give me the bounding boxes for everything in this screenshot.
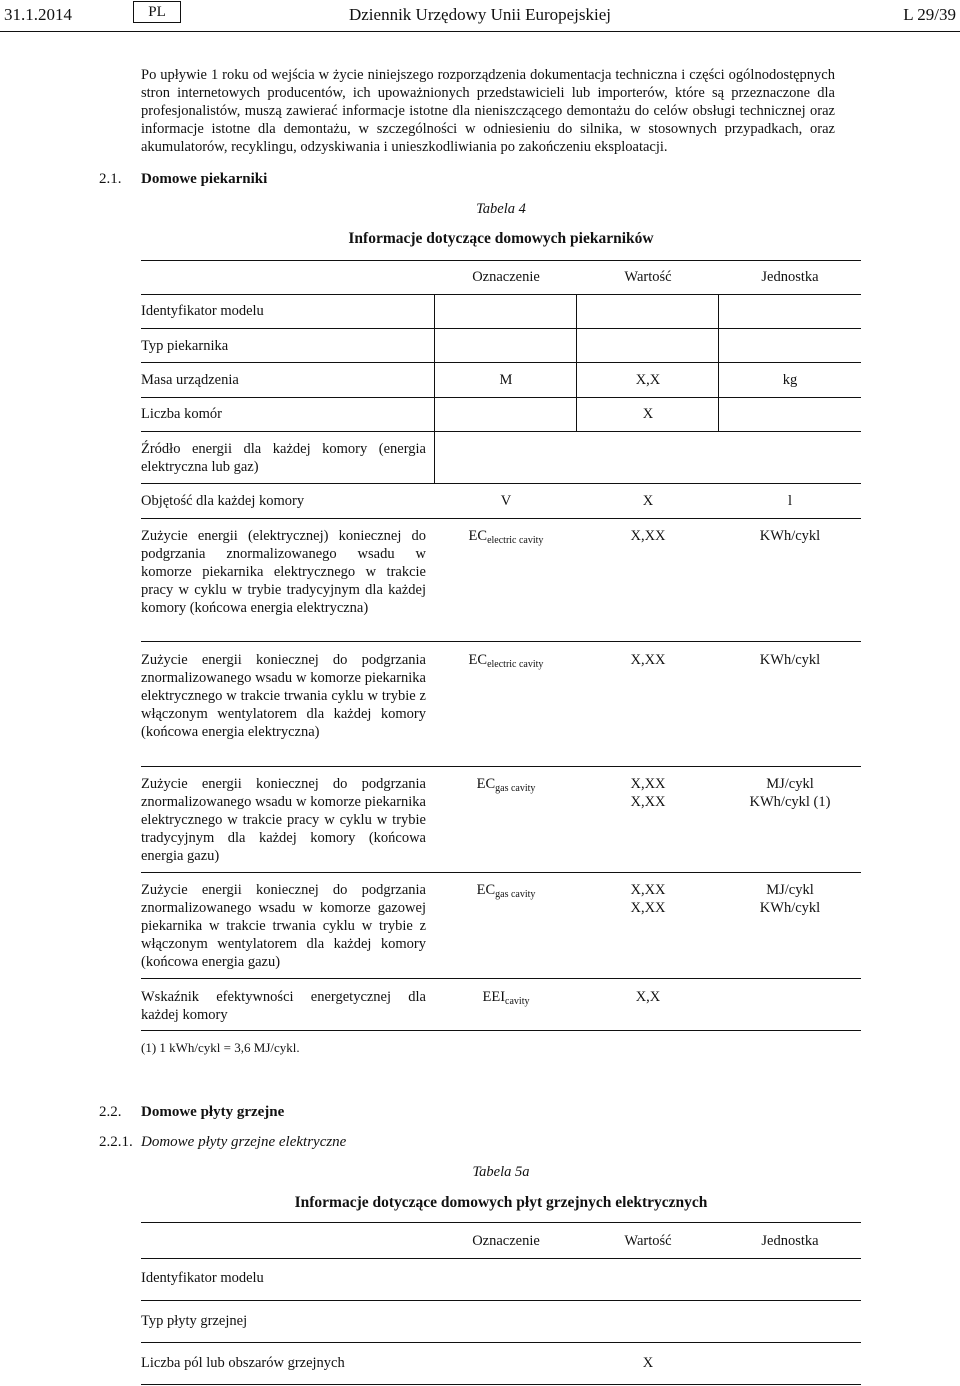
section-heading-2-2-1 [99,1134,346,1151]
symbol-main: EC [476,882,496,898]
table-rule [141,518,861,519]
table-column-rule [434,294,435,431]
row-label: Zużycie energii koniecznej do podgrzania znormalizowanego wsadu w komorze gazowej piekarnika w trakcie trwania cyklu w trybie z włączonym wentylatorem dla każdej komory (końcowa energia gazu) [141,882,426,970]
language-badge: PL [133,1,181,23]
row-unit-line: MJ/cykl [766,776,814,792]
table-rule [141,978,861,979]
table-rule [141,362,861,363]
unit-text: KWh/cykl [749,794,810,810]
symbol-main: EC [476,776,496,792]
table-rule [141,641,861,642]
table-rule [141,1222,861,1223]
row-value: X [642,406,654,422]
table-rule [141,1030,861,1031]
table-4-caption: Tabela 4 [476,201,526,217]
footnote-ref[interactable]: (1) [813,794,831,810]
row-value-line: X,XX [630,882,666,898]
table-rule [141,1342,861,1343]
row-unit: kg [782,372,798,388]
row-label: Identyfikator modelu [141,303,264,319]
row-symbol: M [499,372,513,388]
row-unit: KWh/cykl [759,528,821,544]
publication-date: 31.1.2014 [4,5,72,24]
table-rule [141,872,861,873]
table-rule [141,431,861,432]
section-title: Domowe płyty grzejne elektryczne [141,1134,347,1150]
row-value [578,775,718,811]
column-header-jednostka: Jednostka [761,1233,819,1249]
page-header [0,0,960,30]
row-label: Typ piekarnika [141,338,229,354]
row-value-line: X,XX [630,776,666,792]
row-label: Objętość dla każdej komory [141,493,305,509]
row-unit-line: MJ/cykl [766,882,814,898]
row-label: Zużycie energii (elektrycznej) koniecznej do podgrzania znormalizowanego wsadu w komorze piekarnika elektrycznego w trakcie pracy w cyklu w trybie tradycyjnym dla każdej komory (końcowa energia elektryczna) [141,528,426,616]
row-unit [720,881,860,917]
row-symbol [436,881,576,904]
header-rule [0,31,960,32]
row-value: X [642,493,654,509]
row-value [578,881,718,917]
section-title: Domowe płyty grzejne [141,1104,285,1120]
table-rule [141,1384,861,1385]
row-value: X,XX [630,652,666,668]
symbol-main: EC [468,528,488,544]
row-unit: l [787,493,793,509]
table-4-title: Informacje dotyczące domowych piekarników [348,230,654,247]
symbol-main: EEI [482,989,506,1005]
table-column-rule [434,431,435,483]
table-footnote: (1) 1 kWh/cykl = 3,6 MJ/cykl. [141,1040,300,1055]
table-5a-title: Informacje dotyczące domowych płyt grzejnych elektrycznych [294,1194,708,1211]
row-symbol [436,775,576,798]
symbol-subscript: electric cavity [487,535,544,546]
row-unit-line: KWh/cykl [759,900,821,916]
table-5a-caption: Tabela 5a [472,1164,530,1180]
symbol-main: EC [468,652,488,668]
table-rule [141,397,861,398]
row-symbol [436,988,576,1011]
table-rule [141,766,861,767]
symbol-subscript: electric cavity [487,659,544,670]
row-label: Zużycie energii koniecznej do podgrzania znormalizowanego wsadu w komorze piekarnika elektrycznego w trakcie pracy w cyklu w trybie tradycyjnym dla każdej komory (końcowa energia gazu) [141,776,426,864]
column-header-oznaczenie: Oznaczenie [472,1233,540,1249]
symbol-subscript: gas cavity [495,889,536,900]
row-symbol: V [500,493,512,509]
section-heading-2-1 [99,171,267,188]
page-number: L 29/39 [903,5,956,24]
row-value-line: X,XX [630,900,666,916]
column-header-oznaczenie: Oznaczenie [472,269,540,285]
row-unit [720,775,860,811]
row-value-line: X,XX [630,794,666,810]
symbol-subscript: cavity [505,996,530,1007]
row-unit: KWh/cykl [759,652,821,668]
row-value: X,X [635,989,661,1005]
journal-title: Dziennik Urzędowy Unii Europejskiej [348,5,611,24]
column-header-wartosc: Wartość [624,269,672,285]
row-label: Liczba pól lub obszarów grzejnych [141,1355,345,1371]
column-header-wartosc: Wartość [624,1233,672,1249]
row-label: Typ płyty grzejnej [141,1313,248,1329]
row-label: Liczba komór [141,406,222,422]
table-rule [141,328,861,329]
table-column-rule [576,294,577,431]
row-label: Zużycie energii koniecznej do podgrzania znormalizowanego wsadu w komorze piekarnika elektrycznego w trakcie trwania cyklu w trybie z włączonym wentylatorem dla każdej komory (końcowa energia elektryczna) [141,652,426,740]
table-rule [141,294,861,295]
section-number: 2.1. [99,171,122,187]
row-symbol [436,527,576,550]
row-value: X,X [635,372,661,388]
row-label: Wskaźnik efektywności energetycznej dla każdej komory [141,989,426,1023]
section-number: 2.2. [99,1104,122,1120]
section-number: 2.2.1. [99,1134,133,1150]
section-title: Domowe piekarniki [141,171,268,187]
row-value: X [642,1355,654,1371]
intro-paragraph: Po upływie 1 roku od wejścia w życie niniejszego rozporządzenia dokumentacja techniczna i części ogólnodostępnych stron internetowych producentów, ich upoważnionych przedstawicieli lub importerów, które są przeznaczone dla profesjonalistów, muszą zawierać informacje istotne dla nieniszczącego demontażu do celów obsługi technicznej oraz informacje istotne dla demontażu, w szczególności w odniesieniu do silnika, w stosownych przypadkach, oraz akumulatorów, recyklingu, odzyskiwania i unieszkodliwiania po zakończeniu eksploatacji. [141,67,835,155]
table-rule [141,1258,861,1259]
table-rule [141,483,861,484]
row-value: X,XX [630,528,666,544]
row-label: Źródło energii dla każdej komory (energia elektryczna lub gaz) [141,441,426,475]
symbol-subscript: gas cavity [495,783,536,794]
row-label: Identyfikator modelu [141,1270,264,1286]
table-rule [141,260,861,261]
row-symbol [436,651,576,674]
row-label: Masa urządzenia [141,372,239,388]
section-heading-2-2 [99,1104,284,1121]
column-header-jednostka: Jednostka [761,269,819,285]
table-column-rule [718,294,719,431]
table-rule [141,1300,861,1301]
row-unit-line [720,793,860,811]
